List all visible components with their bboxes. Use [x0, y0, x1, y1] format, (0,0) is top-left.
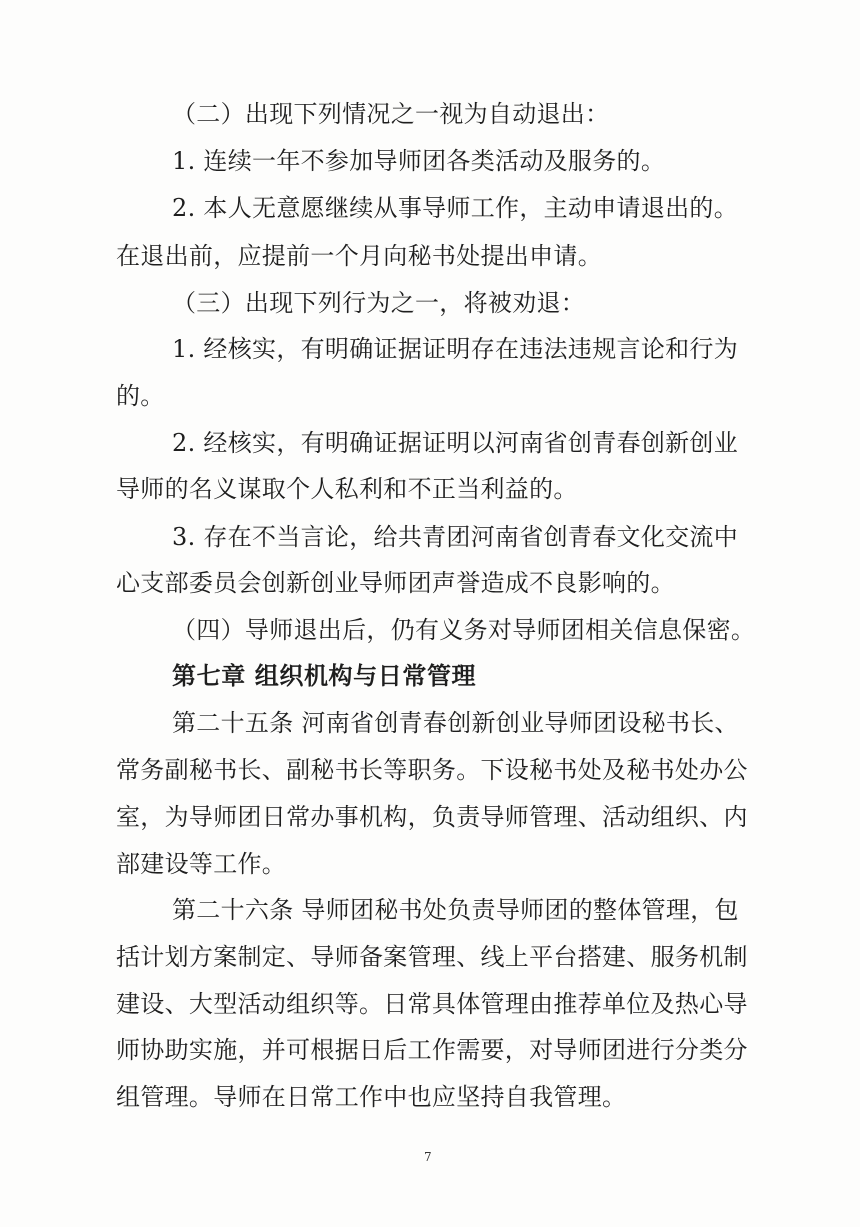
- paragraph-line: 常务副秘书长、副秘书长等职务。下设秘书处及秘书处办公: [116, 756, 748, 784]
- paragraph-line: 心支部委员会创新创业导师团声誉造成不良影响的。: [116, 569, 675, 597]
- paragraph-line: 组管理。导师在日常工作中也应坚持自我管理。: [116, 1083, 627, 1111]
- paragraph-line: （二）出现下列情况之一视为自动退出：: [172, 100, 610, 128]
- page-number: 7: [424, 1150, 432, 1164]
- paragraph-line: 第二十五条 河南省创青春创新创业导师团设秘书长、: [172, 709, 739, 737]
- chapter-heading: 第七章 组织机构与日常管理: [172, 662, 477, 690]
- paragraph-line: 的。: [116, 382, 165, 410]
- paragraph-line: 括计划方案制定、导师备案管理、线上平台搭建、服务机制: [116, 943, 748, 971]
- paragraph-line: 3. 存在不当言论，给共青团河南省创青春文化交流中: [172, 523, 739, 551]
- paragraph-line: 导师的名义谋取个人私利和不正当利益的。: [116, 475, 578, 503]
- paragraph-line: 1. 经核实，有明确证据证明存在违法违规言论和行为: [172, 335, 739, 363]
- paragraph-line: 2. 本人无意愿继续从事导师工作，主动申请退出的。: [172, 194, 739, 222]
- paragraph-line: 2. 经核实，有明确证据证明以河南省创青春创新创业: [172, 429, 739, 457]
- paragraph-line: （三）出现下列行为之一，将被劝退：: [172, 289, 586, 317]
- paragraph-line: 师协助实施，并可根据日后工作需要，对导师团进行分类分: [116, 1036, 748, 1064]
- paragraph-line: 在退出前，应提前一个月向秘书处提出申请。: [116, 242, 602, 270]
- paragraph-line: 室，为导师团日常办事机构，负责导师管理、活动组织、内: [116, 803, 748, 831]
- paragraph-line: 第二十六条 导师团秘书处负责导师团的整体管理，包: [172, 896, 739, 924]
- paragraph-line: 建设、大型活动组织等。日常具体管理由推荐单位及热心导: [116, 990, 748, 1018]
- paragraph-line: 部建设等工作。: [116, 850, 287, 878]
- paragraph-line: （四）导师退出后，仍有义务对导师团相关信息保密。: [172, 616, 756, 644]
- paragraph-line: 1. 连续一年不参加导师团各类活动及服务的。: [172, 147, 666, 175]
